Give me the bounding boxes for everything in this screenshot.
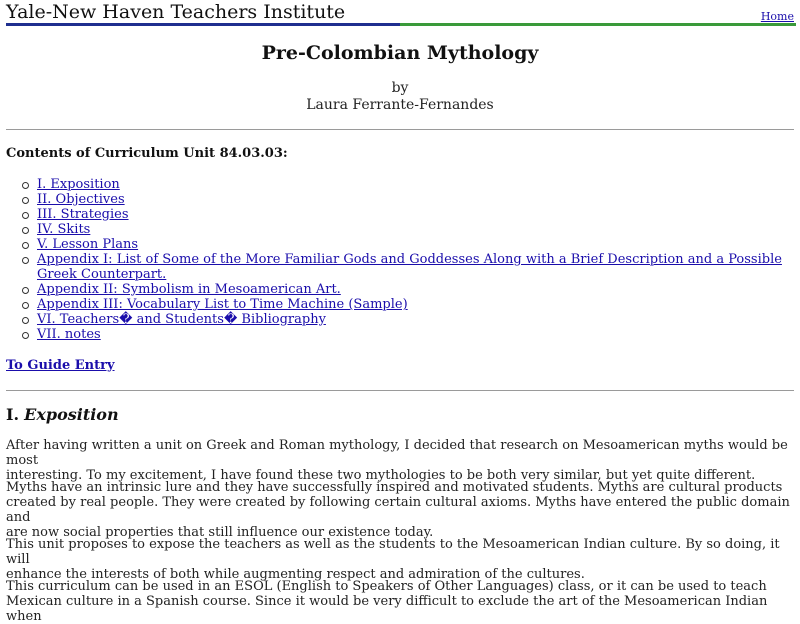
contents-list <box>20 177 790 342</box>
site-title: Yale-New Haven Teachers Institute <box>6 1 346 23</box>
toc-item <box>20 192 790 207</box>
toc-link-strategies[interactable]: III. Strategies <box>37 207 129 222</box>
header-bar-green <box>400 23 796 26</box>
toc-link-appendix-2[interactable]: Appendix II: Symbolism in Mesoamerican Art. <box>37 282 341 297</box>
toc-item <box>20 327 790 342</box>
toc-link-skits[interactable]: IV. Skits <box>37 222 91 237</box>
home-link[interactable]: Home <box>760 10 794 23</box>
header-bar-blue <box>6 23 400 26</box>
paragraph: After having written a unit on Greek and Roman mythology, I decided that research on Mesoamerican myths would be most interesting. To my excitement, I have found these two mythologies to be both very similar, but yet quite different. <box>6 438 788 483</box>
paragraph: This unit proposes to expose the teachers as well as the students to the Mesoamerican Indian culture. By so doing, it will enhance the interests of both while augmenting respect and admiration of the cultures. <box>6 537 780 582</box>
divider-top <box>6 129 794 130</box>
toc-link-exposition[interactable]: I. Exposition <box>37 177 120 192</box>
paragraph: Myths have an intrinsic lure and they have successfully inspired and motivated students. Myths are cultural products created by real people. They were created by following certain cultural axioms. Myths have entered the public domain and are now social properties that still influence our existence today. <box>6 480 790 540</box>
toc-link-lesson-plans[interactable]: V. Lesson Plans <box>37 237 139 252</box>
toc-item <box>20 312 790 327</box>
toc-item <box>20 252 790 282</box>
author-name: Laura Ferrante-Fernandes <box>306 97 494 113</box>
toc-item <box>20 282 790 297</box>
toc-item <box>20 297 790 312</box>
toc-link-notes[interactable]: VII. notes <box>37 327 101 342</box>
guide-entry-link[interactable]: To Guide Entry <box>6 358 115 373</box>
unit-title: Pre-Colombian Mythology <box>261 42 539 64</box>
toc-link-objectives[interactable]: II. Objectives <box>37 192 125 207</box>
toc-link-appendix-1[interactable]: Appendix I: List of Some of the More Familiar Gods and Goddesses Along with a Brief Description and a Possible Greek Counterpart. <box>37 252 782 282</box>
toc-item <box>20 237 790 252</box>
toc-item <box>20 222 790 237</box>
toc-item <box>20 177 790 192</box>
masthead <box>0 0 800 30</box>
contents-heading: Contents of Curriculum Unit 84.03.03: <box>6 146 288 161</box>
by-label: by <box>391 80 409 96</box>
divider-middle <box>6 390 794 391</box>
toc-item <box>20 207 790 222</box>
byline <box>0 80 800 114</box>
paragraph: This curriculum can be used in an ESOL (English to Speakers of Other Languages) class, or it can be used to teach Mexican culture in a Spanish course. Since it would be very difficult to exclude the art of the Mesoamerican Indian when <box>6 579 768 624</box>
section-number: I. <box>6 405 20 424</box>
toc-link-bibliography[interactable]: VI. Teachers� and Students� Bibliography <box>37 312 326 327</box>
toc-link-appendix-3[interactable]: Appendix III: Vocabulary List to Time Machine (Sample) <box>37 297 408 312</box>
section-name: Exposition <box>24 405 119 424</box>
section-heading <box>6 405 119 424</box>
